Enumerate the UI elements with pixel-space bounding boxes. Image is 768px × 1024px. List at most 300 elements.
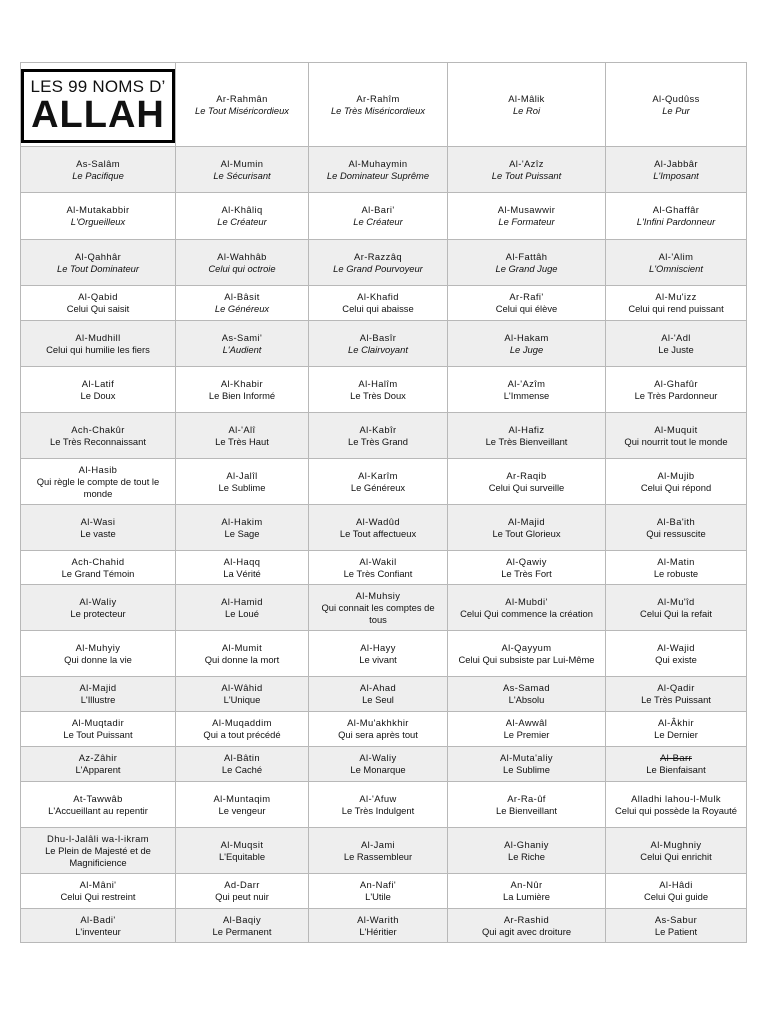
name-cell: [176, 712, 309, 747]
name-cell: [176, 321, 309, 367]
arabic-name: As-Salâm: [76, 157, 120, 169]
arabic-name: Al-Muntaqim: [213, 792, 271, 804]
name-meaning: L'Héritier: [359, 925, 397, 937]
name-cell: [176, 909, 309, 943]
arabic-name: As-Sabur: [654, 913, 698, 925]
name-cell: [448, 631, 606, 677]
name-meaning: L'inventeur: [75, 925, 121, 937]
arabic-name: Al-Wâhid: [221, 682, 263, 693]
name-meaning: Le Bienveillant: [496, 804, 557, 816]
name-meaning: Celui Qui commence la création: [460, 607, 593, 619]
name-cell: [309, 782, 448, 828]
name-meaning: Celui qui humilie les fiers: [46, 343, 150, 355]
name-meaning: Le Très Grand: [348, 435, 408, 447]
arabic-name: Al-Ghaffâr: [652, 204, 700, 215]
arabic-name: Al-Qawiy: [506, 555, 547, 567]
name-meaning: Celui Qui la refait: [640, 607, 712, 619]
arabic-name: Al-Mutakabbir: [66, 204, 130, 215]
name-cell: [176, 505, 309, 551]
name-cell: [309, 321, 448, 367]
name-cell: [448, 286, 606, 321]
name-cell: [309, 631, 448, 677]
arabic-name: Al-Warith: [357, 913, 399, 925]
name-meaning: Le Tout Puissant: [63, 729, 133, 740]
name-meaning: Le Seul: [362, 694, 394, 705]
arabic-name: Al-Latif: [81, 377, 115, 389]
name-cell: [176, 286, 309, 321]
arabic-name: Al-'Afuw: [359, 792, 397, 804]
name-meaning: L'Imposant: [653, 169, 699, 181]
arabic-name: Al-Qahhâr: [74, 250, 122, 262]
name-cell: [176, 677, 309, 712]
name-cell: [606, 874, 747, 909]
name-meaning: Le vaste: [80, 527, 116, 539]
arabic-name: Al-Wasi: [80, 515, 116, 527]
name-meaning: La Vérité: [223, 567, 261, 579]
arabic-name: Al-Muqsit: [220, 838, 264, 850]
arabic-name: Al-'Azîm: [507, 377, 546, 389]
name-meaning: Le Très Miséricordieux: [330, 104, 426, 116]
table-row: [21, 240, 747, 286]
arabic-name: Ar-Rashid: [503, 913, 550, 925]
name-meaning: Celui Qui saisit: [66, 303, 130, 314]
arabic-name: Ad-Darr: [224, 879, 260, 890]
name-meaning: L'Apparent: [75, 764, 121, 775]
arabic-name: Al-Mughniy: [650, 838, 702, 850]
table-row: [21, 585, 747, 631]
name-cell: [606, 747, 747, 782]
name-meaning: Le Sage: [224, 527, 260, 539]
name-cell: [309, 413, 448, 459]
name-meaning: Le Grand Juge: [495, 262, 558, 274]
names-table-body: [21, 63, 747, 943]
arabic-name: Al-Hafiz: [508, 423, 545, 435]
name-cell: [21, 712, 176, 747]
arabic-name: Al-'Adl: [661, 331, 691, 343]
name-meaning: Le Grand Pourvoyeur: [333, 262, 423, 274]
name-meaning: Qui nourrit tout le monde: [624, 435, 728, 447]
arabic-name: Al-Mu'îd: [657, 595, 695, 607]
name-meaning: Le Pacifique: [72, 169, 124, 181]
name-meaning: Le Tout Dominateur: [57, 262, 139, 274]
arabic-name: Al-Jabbâr: [654, 157, 698, 169]
name-cell: [606, 459, 747, 505]
arabic-name: Al-Qabid: [78, 291, 118, 302]
name-meaning: Le Très Puissant: [641, 694, 711, 705]
name-cell: [448, 874, 606, 909]
name-cell: [309, 459, 448, 505]
name-cell: [309, 585, 448, 631]
arabic-name: Al-Hâdi: [659, 879, 693, 890]
table-row: [21, 505, 747, 551]
arabic-name: Al-Muhyiy: [75, 641, 121, 653]
name-cell: [21, 782, 176, 828]
arabic-name: Al-Basîr: [359, 331, 397, 343]
arabic-name: Al-Wakil: [359, 555, 397, 567]
name-cell: [448, 782, 606, 828]
name-cell: [21, 147, 176, 193]
names-table: [20, 62, 747, 943]
name-meaning: Le Formateur: [498, 216, 555, 227]
name-meaning: Le Sécurisant: [213, 169, 271, 181]
arabic-name: Al-Qadir: [657, 682, 695, 693]
name-meaning: Le Juge: [509, 343, 544, 355]
name-cell: [21, 874, 176, 909]
arabic-name: Al-Musawwir: [497, 204, 556, 215]
arabic-name: Al-Ahad: [359, 682, 397, 693]
name-cell: [21, 747, 176, 782]
name-meaning: Le Sublime: [218, 481, 266, 493]
name-cell: [176, 240, 309, 286]
name-meaning: Qui a tout précédé: [203, 729, 281, 740]
name-meaning: Qui ressuscite: [646, 527, 706, 539]
name-meaning: Le Monarque: [350, 764, 406, 775]
arabic-name: Al-Hasib: [78, 463, 118, 475]
arabic-name: Ach-Chahid: [71, 555, 125, 567]
arabic-name: Ar-Rahîm: [356, 92, 400, 104]
name-meaning: Celui qui octroie: [208, 262, 276, 274]
name-meaning: Le Premier: [503, 729, 550, 740]
arabic-name: Al-Bari': [361, 204, 395, 215]
arabic-name: Al-Karîm: [358, 469, 398, 481]
arabic-name: Ar-Ra-ûf: [507, 792, 546, 804]
title-cell: [21, 63, 176, 147]
name-cell: [606, 585, 747, 631]
name-cell: [606, 505, 747, 551]
name-meaning: Qui règle le compte de tout le monde: [36, 475, 160, 499]
table-row: [21, 193, 747, 240]
name-meaning: Le Clairvoyant: [348, 343, 408, 355]
arabic-name: Al-Muqtadir: [71, 717, 125, 728]
name-meaning: L'Unique: [223, 694, 261, 705]
arabic-name: An-Nafi': [359, 879, 397, 890]
arabic-name: Al-Mujib: [657, 469, 695, 481]
name-cell: [606, 712, 747, 747]
name-cell: [176, 193, 309, 240]
table-row: [21, 147, 747, 193]
name-cell: [606, 551, 747, 585]
name-meaning: L'Immense: [503, 389, 550, 401]
arabic-name: Al-Khafid: [357, 291, 399, 302]
name-meaning: Le Créateur: [217, 216, 267, 227]
name-cell: [21, 367, 176, 413]
name-cell: [21, 413, 176, 459]
table-row: [21, 413, 747, 459]
arabic-name: Al-'Azîz: [509, 157, 544, 169]
name-cell: [606, 367, 747, 413]
table-row: [21, 909, 747, 943]
name-meaning: Le Créateur: [353, 216, 403, 227]
arabic-name: An-Nûr: [510, 879, 543, 890]
name-meaning: Le vengeur: [218, 804, 266, 816]
arabic-name: Al-Mumin: [220, 157, 264, 169]
arabic-name: Al-'Alim: [658, 250, 694, 262]
arabic-name: Al-Jalîl: [226, 469, 258, 481]
name-meaning: Celui Qui surveille: [488, 481, 565, 493]
arabic-name: Al-Haqq: [223, 555, 261, 567]
name-cell: [606, 193, 747, 240]
name-cell: [309, 874, 448, 909]
name-meaning: Le Très Pardonneur: [634, 389, 718, 401]
name-cell: [21, 677, 176, 712]
arabic-name: Alladhi lahou-l-Mulk: [631, 792, 721, 804]
name-meaning: Celui qui élève: [495, 303, 558, 314]
name-cell: [21, 505, 176, 551]
table-row: [21, 747, 747, 782]
name-cell: [606, 240, 747, 286]
arabic-name: Al-Wadûd: [355, 515, 400, 527]
name-meaning: Le Doux: [80, 389, 116, 401]
arabic-name: Al-Muqaddim: [212, 717, 272, 728]
name-meaning: Le Très Confiant: [343, 567, 413, 579]
arabic-name: Al-Muquit: [654, 423, 698, 435]
arabic-name: Al-Ba'ith: [656, 515, 696, 527]
name-cell: [176, 874, 309, 909]
name-cell: [606, 828, 747, 874]
name-cell: [606, 782, 747, 828]
name-cell: [176, 747, 309, 782]
name-cell: [176, 828, 309, 874]
arabic-name: Al-Hamid: [221, 595, 263, 607]
name-meaning: Le Riche: [507, 850, 545, 862]
name-cell: [606, 147, 747, 193]
arabic-name: Al-Awwâl: [505, 717, 548, 728]
name-cell: [448, 63, 606, 147]
table-row: [21, 782, 747, 828]
arabic-name: Al-Khabir: [220, 377, 264, 389]
arabic-name: Al-Khâliq: [221, 204, 263, 215]
title-line1: LES 99 NOMS D’: [30, 76, 166, 96]
name-cell: [606, 631, 747, 677]
name-cell: [448, 677, 606, 712]
name-cell: [606, 413, 747, 459]
name-meaning: Le vivant: [359, 653, 397, 665]
name-meaning: Qui existe: [655, 653, 697, 665]
name-cell: [606, 321, 747, 367]
name-meaning: Le Bien Informé: [208, 389, 276, 401]
arabic-name: Al-Waliy: [79, 595, 117, 607]
arabic-name: As-Sami': [221, 331, 263, 343]
name-cell: [21, 551, 176, 585]
name-meaning: Le Tout affectueux: [339, 527, 417, 539]
name-meaning: Qui donne la mort: [204, 653, 280, 665]
name-meaning: Le Tout Glorieux: [492, 527, 561, 539]
arabic-name: Al-Ghaniy: [504, 838, 549, 850]
name-cell: [448, 747, 606, 782]
table-row: [21, 459, 747, 505]
name-cell: [448, 193, 606, 240]
name-meaning: Le Très Indulgent: [341, 804, 415, 816]
arabic-name: Al-Hakam: [504, 331, 549, 343]
arabic-name: Al-Wahhâb: [217, 250, 267, 262]
name-meaning: La Lumière: [503, 891, 550, 902]
name-meaning: Le Généreux: [214, 303, 270, 314]
name-meaning: L'Infini Pardonneur: [636, 216, 716, 227]
name-cell: [309, 909, 448, 943]
name-cell: [448, 321, 606, 367]
name-meaning: Celui Qui enrichit: [640, 850, 712, 862]
name-meaning: Le Dominateur Suprême: [326, 169, 430, 181]
name-meaning: Le Généreux: [350, 481, 406, 493]
name-meaning: Celui Qui subsiste par Lui-Même: [458, 653, 595, 665]
arabic-name: Al-Majid: [79, 682, 117, 693]
name-meaning: Le Grand Témoin: [61, 567, 135, 579]
name-cell: [176, 585, 309, 631]
name-cell: [448, 828, 606, 874]
name-cell: [309, 828, 448, 874]
arabic-name: Al-Âkhir: [657, 717, 695, 728]
arabic-name: Al-Qayyum: [501, 641, 552, 653]
name-meaning: Le Très Reconnaissant: [50, 435, 146, 447]
name-meaning: Le Tout Miséricordieux: [195, 104, 289, 116]
name-cell: [309, 712, 448, 747]
arabic-name: Al-Mudhill: [75, 331, 121, 343]
name-meaning: L'Equitable: [218, 850, 266, 862]
arabic-name: Al-Kabîr: [359, 423, 397, 435]
name-cell: [448, 712, 606, 747]
arabic-name: Ar-Rafi': [509, 291, 544, 302]
name-meaning: Celui Qui répond: [640, 481, 712, 493]
title-main: ALLAH: [31, 93, 165, 136]
name-cell: [176, 551, 309, 585]
name-cell: [309, 505, 448, 551]
table-row: [21, 677, 747, 712]
name-meaning: Qui connait les comptes de tous: [321, 601, 435, 625]
name-meaning: Le Caché: [221, 764, 263, 775]
name-cell: [176, 147, 309, 193]
arabic-name: Al-Bâsit: [224, 291, 260, 302]
name-cell: [448, 909, 606, 943]
name-cell: [606, 63, 747, 147]
table-row: [21, 321, 747, 367]
table-row: [21, 551, 747, 585]
name-meaning: Le Bienfaisant: [646, 764, 706, 775]
table-row: [21, 286, 747, 321]
name-cell: [21, 193, 176, 240]
name-meaning: L'Utile: [365, 891, 391, 902]
name-cell: [309, 286, 448, 321]
name-cell: [176, 459, 309, 505]
arabic-name: Al-Hayy: [360, 641, 396, 653]
name-meaning: Le Très Bienveillant: [485, 435, 568, 447]
name-cell: [176, 631, 309, 677]
arabic-name: Al-Badi': [80, 913, 116, 925]
arabic-name: Al-Hakim: [221, 515, 263, 527]
name-meaning: Le Loué: [225, 607, 259, 619]
name-cell: [176, 413, 309, 459]
arabic-name: Al-Majid: [507, 515, 546, 527]
table-row: [21, 631, 747, 677]
name-meaning: Celui qui rend puissant: [628, 303, 724, 314]
arabic-name: Al-Halîm: [358, 377, 398, 389]
name-meaning: Le Juste: [658, 343, 694, 355]
name-meaning: Le Patient: [654, 925, 698, 937]
name-cell: [21, 286, 176, 321]
name-cell: [309, 551, 448, 585]
arabic-name: Ar-Raqib: [506, 469, 547, 481]
name-meaning: Qui sera après tout: [338, 729, 418, 740]
name-meaning: Qui donne la vie: [64, 653, 132, 665]
arabic-name: Al-Baqiy: [222, 913, 262, 925]
name-meaning: L'Omniscient: [649, 262, 703, 274]
arabic-name: Al-Muhsiy: [355, 589, 401, 601]
table-row: [21, 63, 747, 147]
arabic-name: Al-Qudûss: [652, 92, 700, 104]
name-meaning: Le Très Doux: [350, 389, 406, 401]
table-row: [21, 828, 747, 874]
name-meaning: Le Pur: [662, 104, 690, 116]
arabic-name: Al-Matin: [657, 555, 695, 567]
name-meaning: Le Roi: [512, 104, 541, 116]
table-row: [21, 712, 747, 747]
arabic-name: At-Tawwâb: [73, 792, 123, 804]
name-cell: [606, 909, 747, 943]
name-meaning: Le Très Fort: [501, 567, 552, 579]
arabic-name: Dhu-l-Jalâli wa-l-ikram: [47, 832, 149, 844]
arabic-name: Al-Mu'izz: [655, 291, 697, 302]
name-meaning: Qui agit avec droiture: [481, 925, 572, 937]
name-meaning: Le Sublime: [503, 764, 550, 775]
name-cell: [21, 459, 176, 505]
name-cell: [309, 367, 448, 413]
name-meaning: Le protecteur: [70, 607, 126, 619]
name-meaning: Le Permanent: [212, 925, 272, 937]
arabic-name: Al-Mâni': [79, 879, 117, 890]
name-cell: [176, 367, 309, 413]
name-meaning: L'Illustre: [80, 694, 116, 705]
name-cell: [21, 240, 176, 286]
arabic-name: Ach-Chakûr: [71, 423, 125, 435]
name-meaning: Celui qui possède la Royauté: [615, 804, 737, 816]
table-row: [21, 367, 747, 413]
name-cell: [176, 782, 309, 828]
arabic-name: Al-'Alî: [228, 423, 256, 435]
arabic-name: Al-Mumit: [221, 641, 263, 653]
name-cell: [309, 193, 448, 240]
arabic-name: Al-Bâtin: [223, 752, 261, 763]
name-cell: [309, 63, 448, 147]
name-cell: [448, 413, 606, 459]
name-cell: [309, 147, 448, 193]
name-meaning: Le Très Haut: [215, 435, 269, 447]
name-cell: [21, 321, 176, 367]
arabic-name: Al-Ghafûr: [654, 377, 698, 389]
name-cell: [448, 147, 606, 193]
name-cell: [309, 747, 448, 782]
title-box: [21, 69, 175, 143]
arabic-name: Al-Mubdi': [505, 595, 548, 607]
arabic-name: Al-Mâlik: [508, 92, 545, 104]
name-cell: [21, 585, 176, 631]
name-cell: [448, 505, 606, 551]
name-cell: [309, 677, 448, 712]
name-cell: [448, 551, 606, 585]
name-meaning: L'Absolu: [508, 694, 545, 705]
name-cell: [176, 63, 309, 147]
name-meaning: Le robuste: [653, 567, 699, 579]
name-cell: [21, 631, 176, 677]
arabic-name: Al-Barr: [660, 752, 692, 763]
name-cell: [448, 367, 606, 413]
name-meaning: Celui qui abaisse: [342, 303, 414, 314]
name-meaning: Le Plein de Majesté et de Magnificience: [45, 844, 151, 868]
table-row: [21, 874, 747, 909]
arabic-name: Az-Zâhir: [78, 752, 118, 763]
name-cell: [448, 459, 606, 505]
arabic-name: Al-Fattâh: [505, 250, 548, 262]
arabic-name: Ar-Rahmân: [216, 92, 268, 104]
name-meaning: Qui peut nuir: [215, 891, 269, 902]
